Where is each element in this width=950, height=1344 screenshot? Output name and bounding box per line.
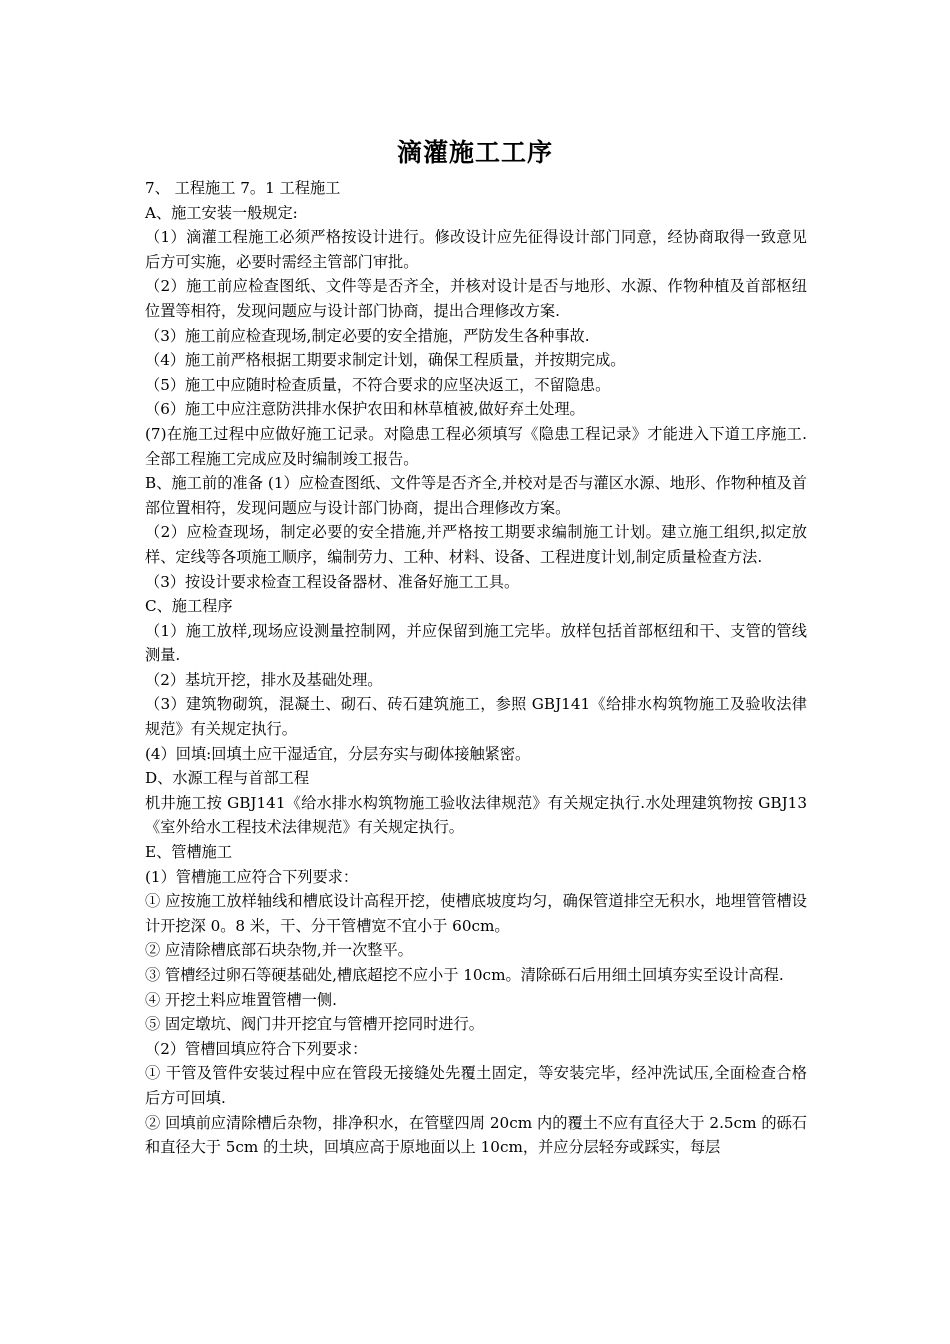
paragraph: （3）按设计要求检查工程设备器材、准备好施工工具。 [145, 572, 520, 591]
paragraph: （2）基坑开挖，排水及基础处理。 [145, 670, 383, 689]
paragraph: （2）施工前应检查图纸、文件等是否齐全，并核对设计是否与地形、水源、作物种植及首部枢纽位置等相符，发现问题应与设计部门协商，提出合理修改方案. [145, 277, 807, 320]
paragraph: ① 应按施工放样轴线和槽底设计高程开挖，使槽底坡度均匀，确保管道排空无积水，地埋管管槽设计开挖深 0。8 米，干、分干管槽宽不宜小于 60cm。 [145, 892, 807, 935]
document-title: 滴灌施工工序 [396, 138, 553, 167]
paragraph: (7)在施工过程中应做好施工记录。对隐患工程必须填写《隐患工程记录》才能进入下道工序施工.全部工程施工完成应及时编制竣工报告。 [145, 424, 807, 468]
paragraph: A、施工安装一般规定: [145, 203, 298, 222]
paragraph: （2）管槽回填应符合下列要求： [145, 1039, 368, 1058]
paragraph: （5）施工中应随时检查质量，不符合要求的应坚决返工，不留隐患。 [145, 375, 611, 394]
paragraph: （3）建筑物砌筑，混凝土、砌石、砖石建筑施工，参照 GBJ141《给排水构筑物施工及验收法律规范》有关规定执行。 [145, 695, 807, 739]
paragraph: ④ 开挖土料应堆置管槽一侧. [145, 990, 337, 1009]
paragraph: D、水源工程与首部工程 [145, 769, 310, 788]
paragraph: ② 回填前应清除槽后杂物，排净积水，在管壁四周 20cm 内的覆土不应有直径大于 2.5cm 的砾石和直径大于 5cm 的土块，回填应高于原地面以上 10cm，并应分层轻夯或踩实，每层 [145, 1113, 807, 1157]
document-body [145, 176, 807, 1160]
paragraph: （6）施工中应注意防洪排水保护农田和林草植被,做好弃土处理。 [145, 400, 585, 419]
paragraph: ② 应清除槽底部石块杂物,并一次整平。 [145, 941, 413, 960]
paragraph: 机井施工按 GBJ141《给水排水构筑物施工验收法律规范》有关规定执行.水处理建筑物按 GBJ13《室外给水工程技术法律规范》有关规定执行。 [145, 793, 807, 837]
paragraph: ① 干管及管件安装过程中应在管段无接缝处先覆土固定，等安装完毕，经冲洗试压,全面检查合格后方可回填. [145, 1064, 807, 1107]
paragraph: E、管槽施工 [145, 843, 233, 862]
paragraph: （4）施工前严格根据工期要求制定计划，确保工程质量，并按期完成。 [145, 351, 626, 370]
paragraph: (4）回填:回填土应干湿适宜，分层夯实与砌体接触紧密。 [145, 744, 531, 763]
paragraph: (1）管槽施工应符合下列要求： [145, 867, 359, 886]
paragraph: ⑤ 固定墩坑、阀门井开挖宜与管槽开挖同时进行。 [145, 1015, 484, 1034]
paragraph: B、施工前的准备 (1）应检查图纸、文件等是否齐全,并校对是否与灌区水源、地形、作物种植及首部位置相符，发现问题应与设计部门协商，提出合理修改方案。 [145, 474, 807, 517]
paragraph: C、施工程序 [145, 597, 233, 616]
paragraph: （2）应检查现场，制定必要的安全措施,并严格按工期要求编制施工计划。建立施工组织,拟定放样、定线等各项施工顺序，编制劳力、工种、材料、设备、工程进度计划,制定质量检查方法. [145, 523, 807, 566]
paragraph: 7、 工程施工 7。1 工程施工 [145, 179, 341, 197]
paragraph: （1）施工放样,现场应设测量控制网，并应保留到施工完毕。放样包括首部枢纽和干、支管的管线测量. [145, 621, 807, 665]
paragraph: （1）滴灌工程施工必须严格按设计进行。修改设计应先征得设计部门同意，经协商取得一致意见后方可实施，必要时需经主管部门审批。 [145, 228, 807, 271]
paragraph: （3）施工前应检查现场,制定必要的安全措施，严防发生各种事故. [145, 326, 590, 345]
paragraph: ③ 管槽经过卵石等硬基础处,槽底超挖不应小于 10cm。清除砾石后用细土回填夯实至设计高程. [145, 966, 784, 984]
